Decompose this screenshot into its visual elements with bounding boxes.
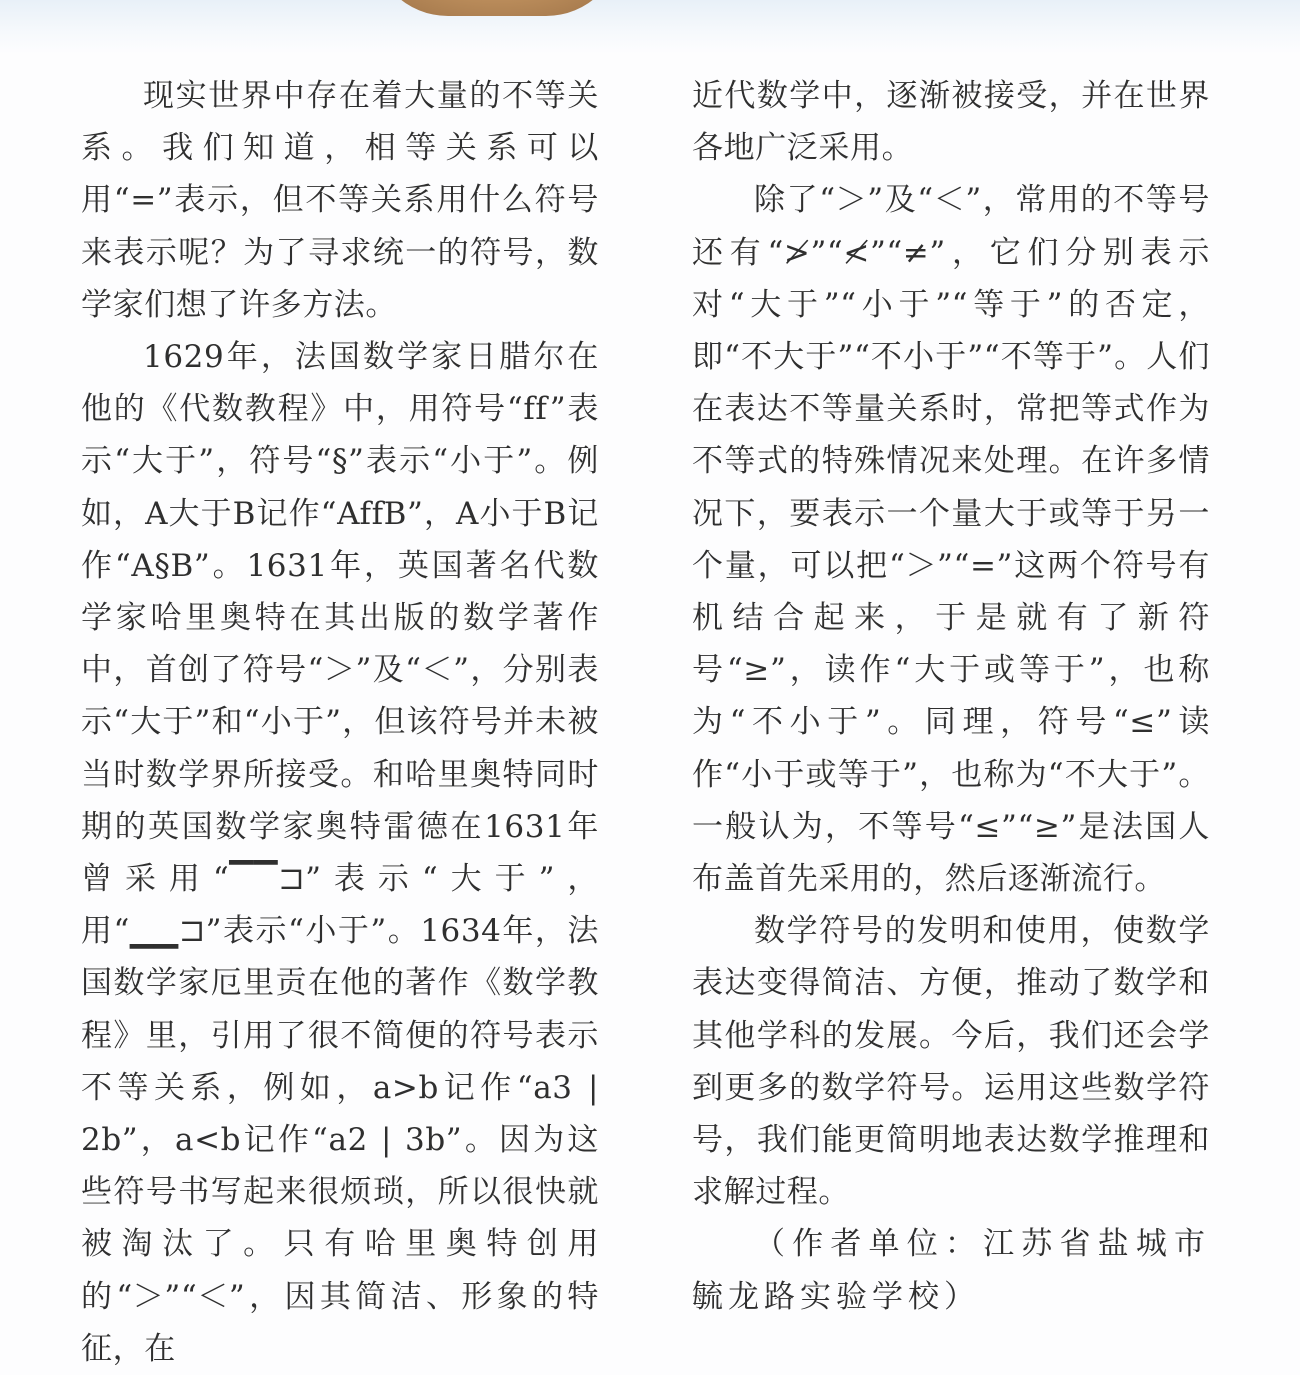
- paragraph-other-symbols: 除了“＞”及“＜”，常用的不等号还有“≯”“≮”“≠”，它们分别表示对“大于”“小于”“等于”的否定，即“不大于”“不小于”“不等于”。人们在表达不等量关系时，常把等式作为不等式的特殊情况来处理。在许多情况下，要表示一个量大于或等于另一个量，可以把“＞”“=”这两个符号有机结合起来，于是就有了新符号“≥”，读作“大于或等于”，也称为“不小于”。同理，符号“≤”读作“小于或等于”，也称为“不大于”。一般认为，不等号“≤”“≥”是法国人布盖首先采用的，然后逐渐流行。: [692, 182, 1210, 898]
- paragraph-conclusion: 数学符号的发明和使用，使数学表达变得简洁、方便，推动了数学和其他学科的发展。今后，我们还会学到更多的数学符号。运用这些数学符号，我们能更简明地表达数学推理和求解过程。: [692, 913, 1210, 1211]
- author-affiliation: （作者单位：江苏省盐城市毓龙路实验学校）: [692, 1226, 1210, 1315]
- paragraph-continuation: 近代数学中，逐渐被接受，并在世界各地广泛采用。: [692, 78, 1210, 167]
- paragraph-intro: 现实世界中存在着大量的不等关系。我们知道，相等关系可以用“=”表示，但不等关系用什么符号来表示呢？为了寻求统一的符号，数学家们想了许多方法。: [81, 78, 599, 323]
- article-column-left: [81, 70, 599, 1375]
- header-illustration: [372, 0, 622, 16]
- header-band: [0, 0, 1300, 54]
- paragraph-history: 1629年，法国数学家日腊尔在他的《代数教程》中，用符号“ff”表示“大于”，符号“§”表示“小于”。例如，A大于B记作“AffB”，A小于B记作“A§B”。1631年，英国著名代数学家哈里奥特在其出版的数学著作中，首创了符号“＞”及“＜”，分别表示“大于”和“小于”，但该符号并未被当时数学界所接受。和哈里奥特同时期的英国数学家奥特雷德在1631年曾采用“▔▔⊐”表示“大于”，用“▁▁⊐”表示“小于”。1634年，法国数学家厄里贡在他的著作《数学教程》里，引用了很不简便的符号表示不等关系，例如，a>b记作“a3 | 2b”，a<b记作“a2 | 3b”。因为这些符号书写起来很烦琐，所以很快就被淘汰了。只有哈里奥特创用的“＞”“＜”，因其简洁、形象的特征，在: [81, 339, 599, 1367]
- article-column-right: [692, 70, 1210, 1323]
